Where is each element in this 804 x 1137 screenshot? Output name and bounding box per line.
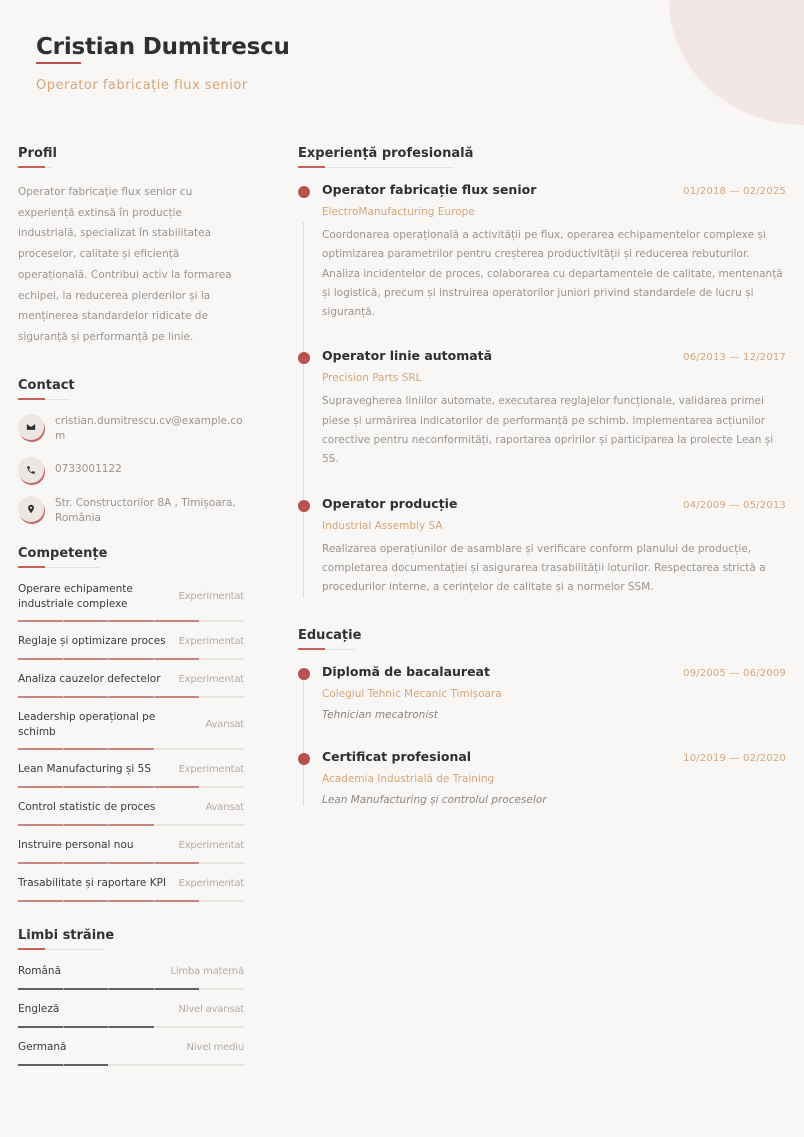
- bar-segment-divider: [199, 620, 200, 622]
- level-bar: [18, 900, 244, 902]
- degree-name: Tehnician mecatronist: [322, 708, 438, 721]
- bar-segment-divider: [108, 824, 109, 826]
- map-pin-icon: [18, 496, 44, 522]
- section-title-languages: [18, 928, 244, 950]
- skill-item: [18, 800, 244, 826]
- experience-timeline: [298, 182, 786, 598]
- bar-segment-divider: [108, 1026, 109, 1028]
- bar-segment-divider: [63, 988, 64, 990]
- skill-name: Control statistic de proces: [18, 801, 156, 814]
- bar-segment-divider: [108, 988, 109, 990]
- right-column: [298, 146, 786, 806]
- resume-header: [36, 34, 290, 93]
- bar-segment-divider: [108, 1064, 109, 1066]
- bar-segment-divider: [154, 658, 155, 660]
- skill-level: Avansat: [205, 802, 244, 814]
- section-title-text: Contact: [18, 377, 75, 393]
- language-name: Germană: [18, 1041, 67, 1054]
- job-position: Operator linie automată: [322, 348, 493, 364]
- envelope-icon: [18, 414, 44, 440]
- bar-segment-divider: [199, 900, 200, 902]
- experience-item: [298, 348, 786, 495]
- bar-segment-divider: [154, 696, 155, 698]
- timeline-dot: [298, 500, 310, 512]
- skill-level: Experimentat: [178, 878, 244, 890]
- level-bar-fill: [18, 1026, 154, 1028]
- skill-level: Experimentat: [178, 591, 244, 603]
- contact-email-text[interactable]: cristian.dumitrescu.cv@example.com: [55, 414, 243, 442]
- skill-level: Experimentat: [178, 840, 244, 852]
- level-bar: [18, 620, 244, 622]
- job-dates: 06/2013 — 12/2017: [683, 352, 786, 364]
- title-underline-accent: [18, 948, 45, 950]
- bar-segment-divider: [108, 696, 109, 698]
- languages-list: [18, 964, 244, 1066]
- title-underline-accent: [298, 648, 325, 650]
- bar-segment-divider: [154, 748, 155, 750]
- level-bar: [18, 1064, 244, 1066]
- level-bar: [18, 658, 244, 660]
- bar-segment-divider: [154, 620, 155, 622]
- bar-segment-divider: [63, 658, 64, 660]
- skill-level: Experimentat: [178, 764, 244, 776]
- contact-phone-text[interactable]: 0733001122: [55, 462, 122, 475]
- candidate-name: [36, 34, 290, 64]
- bar-segment-divider: [154, 786, 155, 788]
- education-dates: 10/2019 — 02/2020: [683, 752, 786, 764]
- language-level: Nivel mediu: [186, 1042, 244, 1054]
- skill-name: Operare echipamente industriale complexe: [18, 582, 133, 610]
- contact-section: [18, 378, 244, 526]
- level-bar: [18, 748, 244, 750]
- job-description: Supravegherea liniilor automate, executarea reglajelor funcționale, validarea primei piese și urmărirea indicatorilor de performanță pe schimb. Implementarea acțiunilor corective pentru neconformități, raportarea opririlor și participarea la proiecte Lean și 5S.: [322, 395, 774, 466]
- candidate-name-text: Cristian Dumitrescu: [36, 34, 290, 60]
- bar-segment-divider: [199, 1026, 200, 1028]
- language-name: Română: [18, 965, 61, 978]
- degree-name: Lean Manufacturing și controlul proceselor: [322, 793, 547, 806]
- contact-email[interactable]: [18, 414, 244, 444]
- section-title-education: [298, 628, 786, 650]
- corner-decoration: [669, 0, 804, 125]
- skills-list: [18, 582, 244, 902]
- level-bar: [18, 988, 244, 990]
- bar-segment-divider: [108, 748, 109, 750]
- level-bar: [18, 824, 244, 826]
- education-item: [298, 749, 786, 806]
- skill-name: Reglaje și optimizare proces: [18, 635, 166, 648]
- skill-level: Experimentat: [178, 674, 244, 686]
- language-item: [18, 964, 244, 990]
- phone-icon: [18, 457, 44, 483]
- bar-segment-divider: [63, 862, 64, 864]
- skill-level: Experimentat: [178, 636, 244, 648]
- language-name: Engleză: [18, 1003, 60, 1016]
- job-title: Operator fabricație flux senior: [36, 78, 248, 93]
- education-title: Diplomă de bacalaureat: [322, 663, 490, 679]
- level-bar-fill: [18, 748, 154, 750]
- bar-segment-divider: [154, 1026, 155, 1028]
- languages-section: [18, 928, 244, 1066]
- skill-item: [18, 838, 244, 864]
- skill-name: Leadership operațional pe schimb: [18, 710, 156, 738]
- section-title-profile: [18, 146, 244, 168]
- level-bar: [18, 1026, 244, 1028]
- skill-item: [18, 762, 244, 788]
- skill-item: [18, 672, 244, 698]
- bar-segment-divider: [63, 824, 64, 826]
- bar-segment-divider: [199, 786, 200, 788]
- timeline-dot: [298, 186, 310, 198]
- bar-segment-divider: [154, 824, 155, 826]
- company-name: ElectroManufacturing Europe: [322, 206, 475, 218]
- bar-segment-divider: [108, 862, 109, 864]
- language-item: [18, 1002, 244, 1028]
- education-section: [298, 628, 786, 806]
- bar-segment-divider: [199, 862, 200, 864]
- skill-name: Analiza cauzelor defectelor: [18, 673, 161, 686]
- title-underline-accent: [18, 398, 45, 400]
- bar-segment-divider: [199, 824, 200, 826]
- bar-segment-divider: [154, 900, 155, 902]
- timeline-line: [303, 348, 304, 495]
- institution-name: Colegiul Tehnic Mecanic Timișoara: [322, 687, 502, 700]
- education-dates: 09/2005 — 06/2009: [683, 667, 786, 679]
- section-title-text: Competențe: [18, 545, 108, 561]
- skill-item: [18, 582, 244, 622]
- job-dates: 04/2009 — 05/2013: [683, 499, 786, 511]
- institution-name: Academia Industrială de Training: [322, 772, 495, 785]
- experience-item: [298, 496, 786, 598]
- left-column: [18, 146, 244, 1078]
- timeline-dot: [298, 753, 310, 765]
- experience-section: [298, 146, 786, 598]
- bar-segment-divider: [63, 620, 64, 622]
- level-bar: [18, 862, 244, 864]
- company-name: Industrial Assembly SA: [322, 519, 443, 532]
- skill-item: [18, 710, 244, 750]
- level-bar-fill: [18, 824, 154, 826]
- company-name: Precision Parts SRL: [322, 372, 422, 385]
- title-underline-accent: [298, 166, 325, 168]
- bar-segment-divider: [63, 1064, 64, 1066]
- bar-segment-divider: [199, 1064, 200, 1066]
- contact-phone[interactable]: [18, 457, 244, 483]
- section-title-contact: [18, 378, 244, 400]
- contact-address: [18, 496, 244, 526]
- section-title-skills: [18, 546, 244, 568]
- skills-section: [18, 546, 244, 902]
- bar-segment-divider: [108, 900, 109, 902]
- language-level: Limba maternă: [170, 966, 244, 978]
- bar-segment-divider: [63, 786, 64, 788]
- bar-segment-divider: [108, 620, 109, 622]
- bar-segment-divider: [108, 786, 109, 788]
- experience-item: [298, 182, 786, 348]
- bar-segment-divider: [63, 1026, 64, 1028]
- education-title: Certificat profesional: [322, 748, 472, 764]
- job-dates: 01/2018 — 02/2025: [683, 186, 786, 197]
- skill-name: Lean Manufacturing și 5S: [18, 763, 151, 776]
- skill-name: Trasabilitate și raportare KPI: [18, 877, 167, 890]
- name-underline: [36, 62, 81, 64]
- bar-segment-divider: [154, 988, 155, 990]
- skill-item: [18, 634, 244, 660]
- section-title-text: Experiență profesională: [298, 146, 474, 161]
- level-bar: [18, 786, 244, 788]
- bar-segment-divider: [199, 988, 200, 990]
- timeline-dot: [298, 352, 310, 364]
- section-title-text: Educație: [298, 627, 362, 643]
- bar-segment-divider: [63, 900, 64, 902]
- bar-segment-divider: [108, 658, 109, 660]
- skill-name: Instruire personal nou: [18, 839, 134, 852]
- section-title-experience: [298, 146, 786, 168]
- bar-segment-divider: [63, 748, 64, 750]
- skill-item: [18, 876, 244, 902]
- title-underline-accent: [18, 566, 45, 568]
- timeline-line: [303, 674, 304, 749]
- skill-level: Avansat: [205, 719, 244, 731]
- section-title-text: Profil: [18, 146, 57, 161]
- job-description: Coordonarea operațională a activității pe flux, operarea echipamentelor complexe și optimizarea parametrilor pentru creșterea productivității și reducerea rebuturilor. Analiza incidentelor de proces, colaborarea cu departamentele de calitate, mentenanță și logistică, precum și instruirea operatorilor juniori privind standardele de lucru și siguranță.: [322, 229, 783, 319]
- bar-segment-divider: [154, 1064, 155, 1066]
- bar-segment-divider: [63, 696, 64, 698]
- language-item: [18, 1040, 244, 1066]
- bar-segment-divider: [199, 748, 200, 750]
- title-underline-accent: [18, 166, 45, 168]
- level-bar: [18, 696, 244, 698]
- profile-text: Operator fabricație flux senior cu experiență extinsă în producție industrială, specializat în stabilitatea proceselor, calitate și eficiență operațională. Contribui activ la formarea echipei, la reducerea pierderilor și la menținerea standardelor ridicate de siguranță și performanță pe linie.: [18, 186, 232, 343]
- bar-segment-divider: [154, 862, 155, 864]
- contact-address-text: Str. Constructorilor 8A , Timișoara, România: [55, 496, 236, 524]
- job-position: Operator producție: [322, 495, 458, 511]
- section-title-text: Limbi străine: [18, 927, 115, 943]
- bar-segment-divider: [199, 696, 200, 698]
- timeline-dot: [298, 668, 310, 680]
- timeline-line: [303, 222, 304, 348]
- job-position: Operator fabricație flux senior: [322, 182, 537, 197]
- profile-section: [18, 146, 244, 348]
- education-timeline: [298, 664, 786, 806]
- bar-segment-divider: [199, 658, 200, 660]
- education-item: [298, 664, 786, 749]
- language-level: Nivel avansat: [178, 1004, 244, 1016]
- job-description: Realizarea operațiunilor de asamblare și verificare conform planului de producție, completarea documentației și asigurarea trasabilității loturilor. Respectarea strictă a procedurilor interne, a cerințelor de calitate și a normelor SSM.: [322, 542, 766, 594]
